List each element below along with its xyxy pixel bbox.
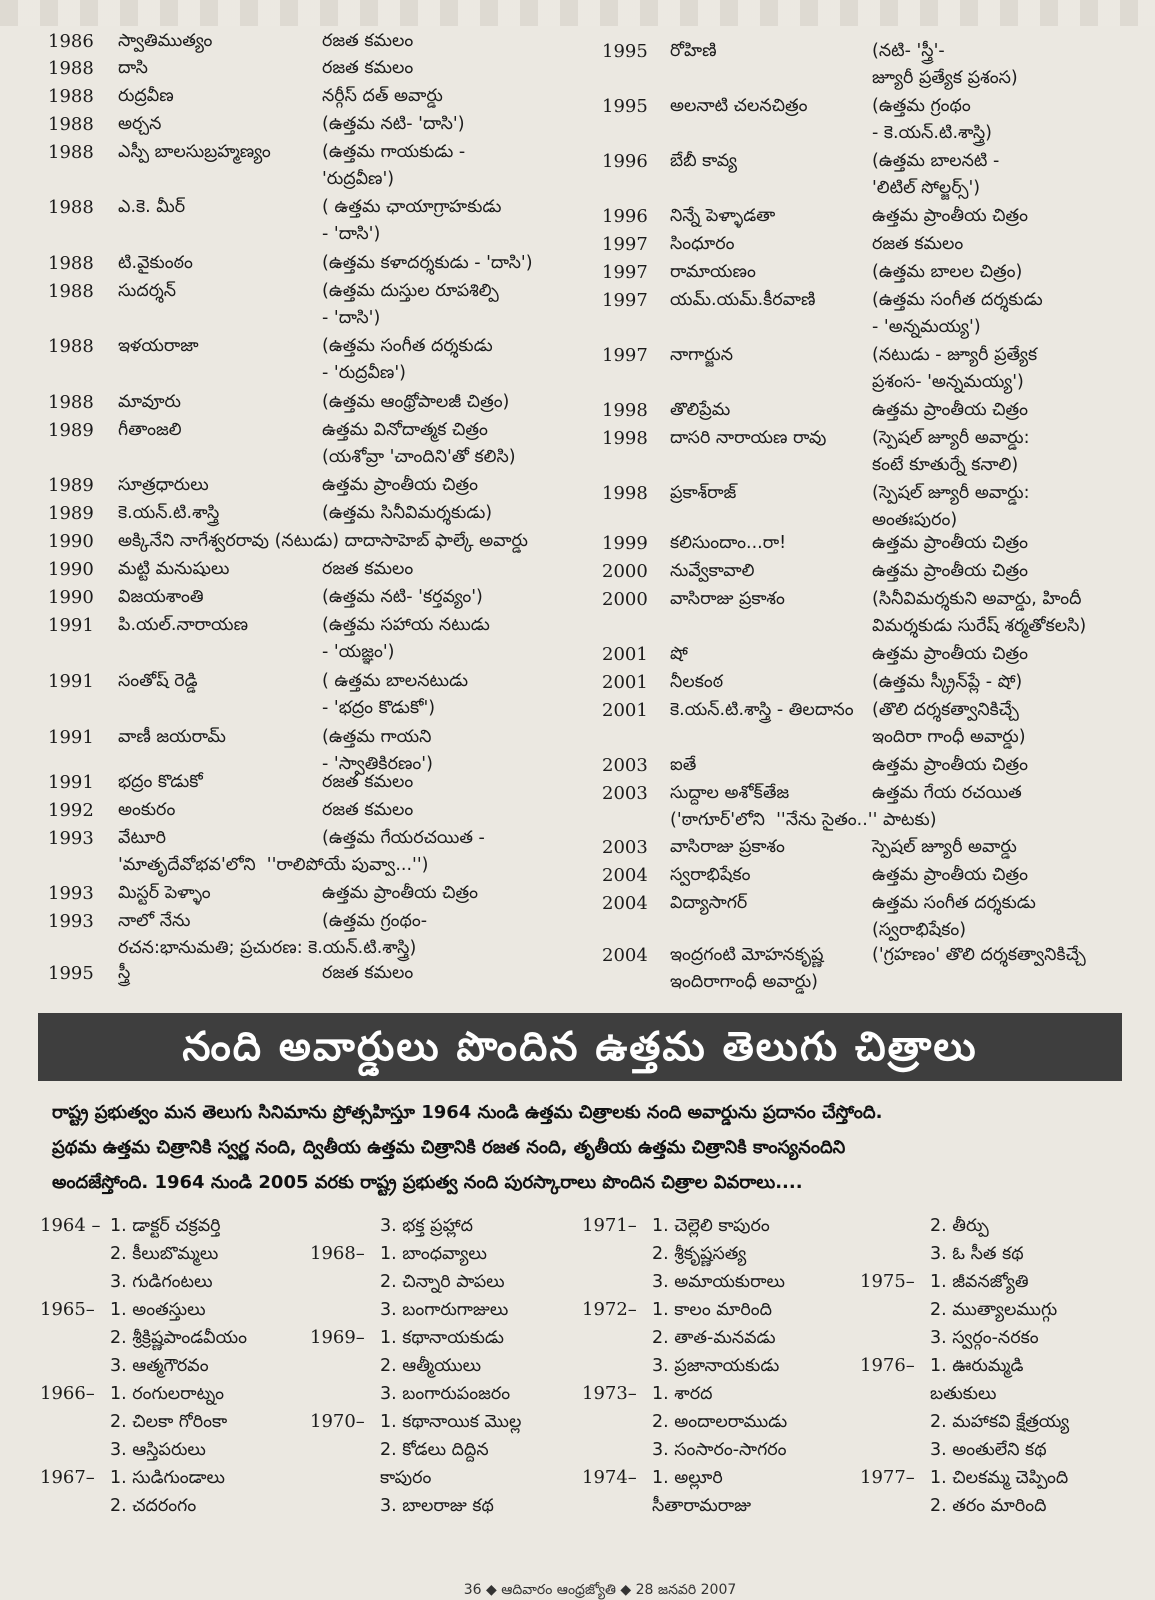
award-year: 1995: [602, 96, 648, 117]
nandi-film: 3. ప్రజానాయకుడు: [652, 1356, 780, 1376]
nandi-film: 2. తరం మారింది: [930, 1496, 1047, 1516]
nandi-film-list: [380, 1408, 521, 1520]
intro-line: ప్రథమ ఉత్తమ చిత్రానికి స్వర్ణ నంది, ద్వితీయ ఉత్తమ చిత్రానికి రజత నంది, తృతీయ ఉత్తమ చిత్రానికి కాంస్యనందిని: [52, 1137, 846, 1158]
award-category: (ఉత్తమ సినీవిమర్శకుడు): [322, 503, 493, 523]
nandi-film-list: [652, 1380, 787, 1464]
award-category: (సినీవిమర్శకుని అవార్డు, హిందీ విమర్శకుడు సురేష్ శర్మతోకలసి): [872, 589, 1087, 636]
award-recipient: అక్కినేని నాగేశ్వరరావు (నటుడు) దాదాసాహెబ్ ఫాల్కే అవార్డు: [118, 531, 528, 551]
nandi-film-list: [110, 1380, 227, 1464]
award-year: 2003: [602, 837, 648, 858]
nandi-film: 2. మహాకవి క్షేత్రయ్య: [930, 1412, 1070, 1432]
nandi-film: 3. స్వర్గం-నరకం: [930, 1328, 1039, 1348]
award-recipient: దాసి: [118, 58, 148, 78]
award-year: 1998: [602, 483, 648, 504]
award-category: రజత కమలం: [322, 800, 414, 820]
award-recipient: స్వాతిముత్యం: [118, 31, 213, 51]
award-recipient: సుదర్శన్: [118, 281, 177, 301]
award-category: ఉత్తమ గేయ రచయిత: [872, 783, 1022, 803]
nandi-film: 3. బాలరాజు కథ: [380, 1496, 494, 1516]
award-year: 1989: [48, 503, 94, 524]
nandi-film: 3. బంగారుపంజరం: [380, 1384, 511, 1404]
nandi-winners-list: [0, 1212, 1155, 1562]
award-category: స్పెషల్ జ్యూరీ అవార్డు: [872, 837, 1017, 857]
award-category: ఉత్తమ వినోదాత్మక చిత్రం (యశోవ్రా 'చాందిని'తో కలిసి): [322, 420, 516, 467]
nandi-film-list: [930, 1352, 1069, 1464]
award-recipient: దాసరి నారాయణ రావు: [670, 428, 827, 448]
award-recipient: విజయశాంతి: [118, 587, 204, 607]
award-year: 1988: [48, 392, 94, 413]
award-recipient: యమ్.యమ్.కీరవాణి: [670, 290, 816, 310]
award-recipient: సూత్రధారులు: [118, 475, 209, 495]
award-category: (ఉత్తమ గాయకుడు - 'రుద్రవీణ'): [322, 142, 466, 189]
award-recipient: అంకురం: [118, 800, 176, 820]
award-category: ఉత్తమ ప్రాంతీయ చిత్రం: [872, 533, 1029, 553]
award-recipient: ఎస్పీ బాలసుబ్రహ్మణ్యం: [118, 142, 271, 162]
award-category: ఉత్తమ ప్రాంతీయ చిత్రం: [872, 206, 1029, 226]
award-recipient: కలిసుందాం...రా!: [670, 533, 787, 553]
nandi-year: 1969–: [310, 1327, 365, 1348]
award-year: 1988: [48, 58, 94, 79]
award-year: 2001: [602, 700, 648, 721]
award-category: నర్గీస్ దత్ అవార్డు: [322, 86, 443, 106]
award-year: 1990: [48, 531, 94, 552]
nandi-film-list: [652, 1464, 751, 1520]
award-recipient: నువ్వేకావాలి: [670, 561, 755, 581]
award-recipient: నీలకంఠ: [670, 672, 724, 692]
nandi-year: 1966–: [40, 1383, 95, 1404]
award-category: (ఉత్తమ సహాయ నటుడు - 'యజ్ఞం'): [322, 615, 490, 662]
nandi-film-list: [930, 1268, 1057, 1352]
award-category: ( ఉత్తమ ఛాయాగ్రాహకుడు - 'దాసి'): [322, 197, 502, 244]
award-year: 1997: [602, 262, 648, 283]
award-recipient: భద్రం కొడుకో: [118, 772, 203, 792]
nandi-film: 3. బంగారుగాజులు: [380, 1300, 509, 1320]
nandi-film: బతుకులు: [930, 1384, 997, 1404]
award-year: 1993: [48, 883, 94, 904]
award-category: ఉత్తమ ప్రాంతీయ చిత్రం: [872, 755, 1029, 775]
award-recipient: నిన్నే పెళ్ళాడతా: [670, 206, 776, 226]
award-category: ఉత్తమ సంగీత దర్శకుడు (స్వరాభిషేకం): [872, 893, 1036, 940]
award-recipient: ప్రకాశ్‌రాజ్: [670, 483, 737, 503]
nandi-film: 1. బాంధవ్యాలు: [380, 1244, 487, 1264]
award-recipient: వాసిరాజు ప్రకాశం: [670, 837, 785, 857]
nandi-film: 2. తాత-మనవడు: [652, 1328, 776, 1348]
award-year: 2001: [602, 672, 648, 693]
top-decorative-strip: [0, 0, 1155, 26]
award-recipient: సంతోష్ రెడ్డి: [118, 671, 198, 691]
nandi-film-list: [380, 1212, 473, 1240]
award-category: (నటి- 'స్త్రీ'- జ్యూరీ ప్రత్యేక ప్రశంస): [872, 41, 1018, 88]
award-year: 1988: [48, 114, 94, 135]
nandi-year: 1977–: [860, 1467, 915, 1488]
nandi-film-list: [930, 1212, 1024, 1268]
nandi-section-heading: నంది అవార్డులు పొందిన ఉత్తమ తెలుగు చిత్రాలు: [38, 1013, 1122, 1081]
nandi-film: 2. శ్రీకృష్ణసత్య: [652, 1244, 747, 1264]
nandi-film: 1. చిలకమ్మ చెప్పింది: [930, 1468, 1069, 1488]
national-awards-list: [0, 28, 1155, 1018]
nandi-film-list: [380, 1240, 508, 1324]
award-year: 1986: [48, 31, 94, 52]
award-recipient: స్వరాభిషేకం: [670, 865, 751, 885]
nandi-year: 1967–: [40, 1467, 95, 1488]
award-category: ఉత్తమ ప్రాంతీయ చిత్రం: [322, 475, 479, 495]
award-year: 1999: [602, 533, 648, 554]
award-recipient: రోహిణి: [670, 41, 717, 61]
nandi-film: 2. ఆత్మీయులు: [380, 1356, 482, 1376]
nandi-year: 1974–: [582, 1467, 637, 1488]
award-category: (ఉత్తమ బాలల చిత్రం): [872, 262, 1023, 282]
award-year: 1991: [48, 671, 94, 692]
award-category: ఉత్తమ ప్రాంతీయ చిత్రం: [872, 644, 1029, 664]
award-year: 1988: [48, 253, 94, 274]
nandi-film: 3. ఓ సీత కథ: [930, 1244, 1024, 1264]
award-year: 2003: [602, 783, 648, 804]
nandi-film: 3. అంతులేని కథ: [930, 1440, 1047, 1460]
award-recipient: విద్యాసాగర్: [670, 893, 748, 913]
award-category: రజత కమలం: [872, 234, 964, 254]
award-year: 1995: [602, 41, 648, 62]
award-category: (ఉత్తమ కళాదర్శకుడు - 'దాసి'): [322, 253, 533, 273]
nandi-film: 3. సంసారం-సాగరం: [652, 1440, 787, 1460]
award-category: (ఉత్తమ గేయరచయిత -: [322, 828, 485, 848]
nandi-film: సీతారామరాజు: [652, 1496, 752, 1516]
award-recipient: ఇంద్రగంటి మోహనకృష్ణ ఇందిరాగాంధీ అవార్డు): [670, 945, 824, 992]
page-footer: 36 ◆ ఆదివారం ఆంధ్రజ్యోతి ◆ 28 జనవరి 2007: [463, 1582, 737, 1598]
award-category: (ఉత్తమ సంగీత దర్శకుడు - 'అన్నమయ్య'): [872, 290, 1043, 337]
nandi-film: 2. చిలకా గోరింకా: [110, 1412, 228, 1432]
award-category: (ఉత్తమ సంగీత దర్శకుడు - 'రుద్రవీణ'): [322, 336, 493, 383]
award-recipient: మిస్టర్ పెళ్ళాం: [118, 883, 211, 903]
award-recipient: వాణీ జయరామ్: [118, 727, 226, 747]
award-category: ఉత్తమ ప్రాంతీయ చిత్రం: [872, 865, 1029, 885]
award-recipient: అర్చన: [118, 114, 162, 134]
award-recipient: ఇళయరాజా: [118, 336, 199, 356]
nandi-year: 1971–: [582, 1215, 637, 1236]
award-year: 2000: [602, 561, 648, 582]
award-category: ఉత్తమ ప్రాంతీయ చిత్రం: [872, 400, 1029, 420]
nandi-film: 2. శ్రీక్రిష్ణపాండవీయం: [110, 1328, 247, 1348]
nandi-film: 3. అమాయకురాలు: [652, 1272, 785, 1292]
award-recipient: ఐతే: [670, 755, 697, 775]
nandi-film: 2. తీర్పు: [930, 1216, 989, 1236]
award-recipient: సుద్దాల అశోక్‌తేజ ('ఠాగూర్'లోని ''నేను సైతం..'' పాటకు): [670, 783, 937, 830]
award-year: 2001: [602, 644, 648, 665]
nandi-film: 1. కాలం మారింది: [652, 1300, 773, 1320]
award-category: రజత కమలం: [322, 559, 414, 579]
nandi-film: 3. గుడిగంటలు: [110, 1272, 213, 1292]
nandi-film: 1. ఊరుమ్మడి: [930, 1356, 1024, 1376]
nandi-year: 1975–: [860, 1271, 915, 1292]
award-year: 1991: [48, 772, 94, 793]
nandi-film: 2. కోడలు దిద్దిన: [380, 1440, 489, 1460]
award-category: ( ఉత్తమ బాలనటుడు - 'భద్రం కొడుకో'): [322, 671, 469, 718]
nandi-film: 2. అందాలరాముడు: [652, 1412, 788, 1432]
award-category: రజత కమలం: [322, 963, 414, 983]
nandi-year: 1970–: [310, 1411, 365, 1432]
nandi-film: 1. శారద: [652, 1384, 713, 1404]
award-category: (స్పెషల్ జ్యూరీ అవార్డు: కంటే కూతుర్నే కనాలి): [872, 428, 1030, 475]
nandi-film: 1. జీవనజ్యోతి: [930, 1272, 1029, 1292]
award-year: 1990: [48, 559, 94, 580]
nandi-film: కాపురం: [380, 1468, 432, 1488]
nandi-film-list: [652, 1212, 785, 1296]
nandi-film: 1. డాక్టర్ చక్రవర్తి: [110, 1216, 221, 1236]
award-year: 1988: [48, 197, 94, 218]
award-recipient: వాసిరాజు ప్రకాశం: [670, 589, 785, 609]
nandi-film-list: [110, 1212, 221, 1296]
intro-line: రాష్ట్ర ప్రభుత్వం మన తెలుగు సినిమాను ప్రోత్సహిస్తూ 1964 నుండి ఉత్తమ చిత్రాలకు నంది అవార్డును ప్రదానం చేస్తోంది.: [52, 1102, 883, 1123]
award-category: (ఉత్తమ స్క్రీన్‌ప్లే - షో): [872, 672, 1023, 692]
nandi-film: 1. కథానాయిక మొల్ల: [380, 1412, 522, 1432]
nandi-film-list: [930, 1464, 1068, 1520]
award-recipient: సింధూరం: [670, 234, 735, 254]
award-recipient: రామాయణం: [670, 262, 756, 282]
nandi-film: 1. కథానాయకుడు: [380, 1328, 504, 1348]
nandi-film-list: [110, 1296, 247, 1380]
nandi-film: 2. చదరంగం: [110, 1496, 197, 1516]
award-category: (ఉత్తమ బాలనటి - 'లిటిల్ సోల్జర్స్'): [872, 151, 1000, 198]
award-year: 1991: [48, 727, 94, 748]
award-year: 1990: [48, 587, 94, 608]
nandi-year: 1965–: [40, 1299, 95, 1320]
award-recipient: కె.యన్.టి.శాస్త్రి - తిలదానం: [670, 700, 854, 720]
award-year: 1995: [48, 963, 94, 984]
award-recipient: షో: [670, 644, 688, 664]
award-recipient: బేబీ కావ్య: [670, 151, 738, 171]
award-year: 1993: [48, 828, 94, 849]
award-year: 1988: [48, 142, 94, 163]
award-year: 1992: [48, 800, 94, 821]
award-recipient: నాగార్జున: [670, 345, 734, 365]
nandi-film: 1. సుడిగుండాలు: [110, 1468, 225, 1488]
award-recipient: అలనాటి చలనచిత్రం: [670, 96, 808, 116]
nandi-film: 3. ఆస్తిపరులు: [110, 1440, 206, 1460]
award-recipient: వేటూరి 'మాతృదేవోభవ'లోని ''రాలిపోయే పువ్వా...''): [118, 828, 429, 875]
award-category: ('గ్రహణం' తొలి దర్శకత్వానికిచ్చే: [872, 945, 1086, 965]
award-recipient: కె.యన్.టి.శాస్త్రి: [118, 503, 220, 523]
award-category: ఉత్తమ ప్రాంతీయ చిత్రం: [872, 561, 1029, 581]
award-category: (ఉత్తమ నటి- 'దాసి'): [322, 114, 465, 134]
award-year: 1989: [48, 475, 94, 496]
award-category: (ఉత్తమ నటి- 'కర్తవ్యం'): [322, 587, 483, 607]
award-recipient: పి.యల్.నారాయణ: [118, 615, 249, 635]
nandi-film: 2. చిన్నారి పాపలు: [380, 1272, 505, 1292]
award-recipient: తొలిప్రేమ: [670, 400, 731, 420]
award-year: 1998: [602, 428, 648, 449]
nandi-intro-paragraph: [52, 1095, 1122, 1200]
award-category: (ఉత్తమ ఆంథ్రోపాలజీ చిత్రం): [322, 392, 510, 412]
award-recipient: ఎ.కె. మీర్: [118, 197, 186, 217]
award-recipient: నాలో నేను రచన:భానుమతి; ప్రచురణ: కె.యన్.టి.శాస్త్రి): [118, 911, 417, 958]
award-year: 1997: [602, 234, 648, 255]
award-recipient: రుద్రవీణ: [118, 86, 174, 106]
award-year: 2000: [602, 589, 648, 610]
award-category: (ఉత్తమ గ్రంథం - కె.యన్.టి.శాస్త్రి): [872, 96, 993, 143]
nandi-film-list: [380, 1324, 510, 1408]
nandi-year: 1973–: [582, 1383, 637, 1404]
award-recipient: టి.వైకుంఠం: [118, 253, 193, 273]
award-year: 1996: [602, 151, 648, 172]
nandi-film: 1. అల్లూరి: [652, 1468, 723, 1488]
intro-line: అందజేస్తోంది. 1964 నుండి 2005 వరకు రాష్ట్ర ప్రభుత్వ నంది పురస్కారాలు పొందిన చిత్రాల వివరాలు....: [52, 1172, 803, 1193]
award-category: (ఉత్తమ గాయని - 'స్వాతికిరణం'): [322, 727, 433, 774]
award-year: 2004: [602, 945, 648, 966]
nandi-film: 1. చెల్లెలి కాపురం: [652, 1216, 770, 1236]
nandi-film-list: [652, 1296, 779, 1380]
award-year: 1991: [48, 615, 94, 636]
award-year: 1989: [48, 420, 94, 441]
award-category: రజత కమలం: [322, 772, 414, 792]
award-year: 1997: [602, 345, 648, 366]
nandi-year: 1972–: [582, 1299, 637, 1320]
award-year: 1988: [48, 336, 94, 357]
award-category: రజత కమలం: [322, 31, 414, 51]
award-year: 2004: [602, 893, 648, 914]
award-year: 1998: [602, 400, 648, 421]
award-year: 1997: [602, 290, 648, 311]
award-category: ఉత్తమ ప్రాంతీయ చిత్రం: [322, 883, 479, 903]
nandi-film: 2. ముత్యాలముగ్గు: [930, 1300, 1058, 1320]
award-year: 1996: [602, 206, 648, 227]
nandi-film: 3. ఆత్మగౌరవం: [110, 1356, 209, 1376]
nandi-film: 1. రంగులరాట్నం: [110, 1384, 224, 1404]
nandi-year: 1968–: [310, 1243, 365, 1264]
award-recipient: గీతాంజలి: [118, 420, 182, 440]
award-category: (స్పెషల్ జ్యూరీ అవార్డు: అంతఃపురం): [872, 483, 1030, 530]
award-recipient: మట్టి మనుషులు: [118, 559, 230, 579]
nandi-film-list: [110, 1464, 225, 1520]
nandi-film: 2. కీలుబొమ్మలు: [110, 1244, 219, 1264]
nandi-film: 3. భక్త ప్రహ్లాద: [380, 1216, 473, 1236]
award-year: 2004: [602, 865, 648, 886]
nandi-year: 1964 –: [40, 1215, 101, 1236]
award-year: 2003: [602, 755, 648, 776]
nandi-year: 1976–: [860, 1355, 915, 1376]
award-year: 1988: [48, 281, 94, 302]
award-category: (ఉత్తమ దుస్తుల రూపశిల్పి - 'దాసి'): [322, 281, 499, 328]
award-recipient: మావూరు: [118, 392, 181, 412]
award-category: (తొలి దర్శకత్వానికిచ్చే ఇందిరా గాంధీ అవార్డు): [872, 700, 1026, 747]
award-category: (ఉత్తమ గ్రంథం-: [322, 911, 428, 931]
award-year: 1988: [48, 86, 94, 107]
award-category: (నటుడు - జ్యూరీ ప్రత్యేక ప్రశంస- 'అన్నమయ్య'): [872, 345, 1038, 392]
award-recipient: స్త్రీ: [118, 963, 131, 983]
award-category: రజత కమలం: [322, 58, 414, 78]
nandi-film: 1. అంతస్తులు: [110, 1300, 206, 1320]
award-year: 1993: [48, 911, 94, 932]
